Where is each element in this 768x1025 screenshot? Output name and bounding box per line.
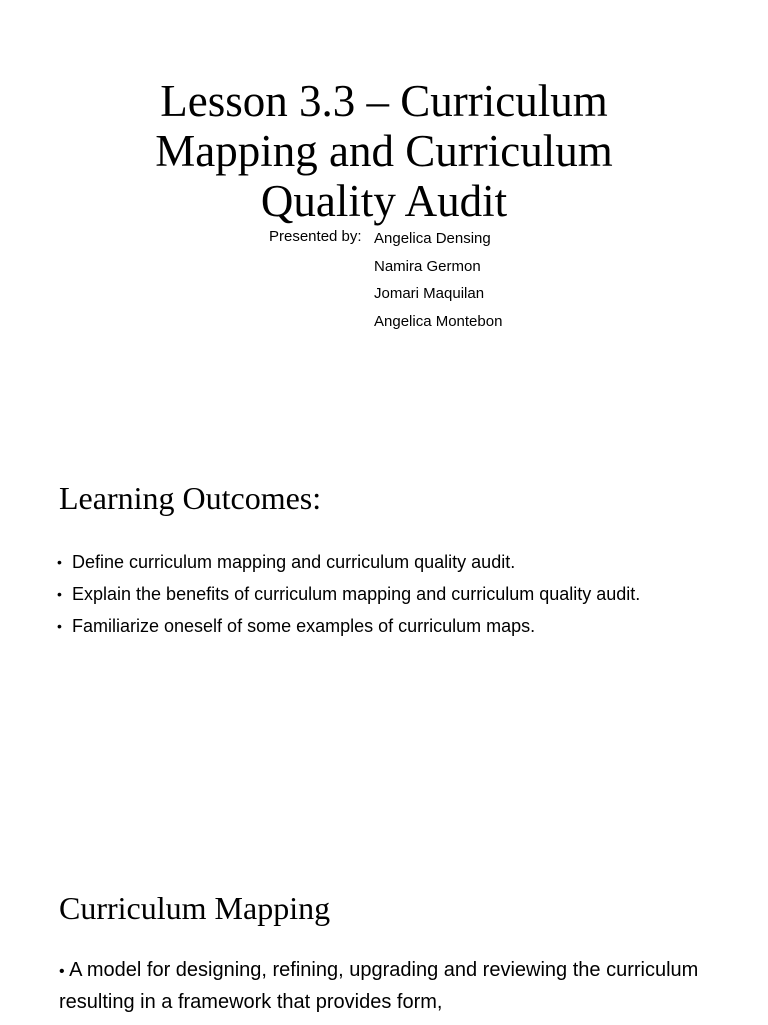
- definition-list: [59, 955, 729, 1025]
- slide-heading: Curriculum Mapping: [59, 890, 331, 926]
- outcome-text: Explain the benefits of curriculum mapping and curriculum quality audit.: [72, 584, 641, 604]
- bullet-icon: •: [59, 963, 65, 980]
- presenter-list: [374, 228, 502, 338]
- outcomes-list: [57, 550, 717, 646]
- presenter-name: Angelica Densing: [374, 230, 491, 247]
- presenter-name: Namira Germon: [374, 257, 481, 275]
- lesson-title: [0, 76, 768, 226]
- slide-heading: Learning Outcomes:: [59, 480, 322, 516]
- title-line: Mapping and Curriculum: [155, 126, 613, 176]
- presenter-name: Jomari Maquilan: [374, 285, 485, 302]
- list-item: [59, 955, 729, 1018]
- outcome-text: Familiarize oneself of some examples of curriculum maps.: [72, 616, 536, 636]
- bullet-icon: •: [57, 618, 62, 634]
- slide-title: [0, 0, 768, 420]
- presenter-name: Angelica Montebon: [374, 312, 503, 330]
- slide-curriculum-mapping: [0, 860, 768, 1024]
- list-item: [57, 550, 717, 575]
- outcome-text: Define curriculum mapping and curriculum quality audit.: [72, 552, 516, 572]
- slide-learning-outcomes: [0, 445, 768, 865]
- title-line: Lesson 3.3 – Curriculum: [160, 76, 608, 126]
- bullet-icon: •: [57, 554, 62, 570]
- presented-by-label: Presented by:: [269, 228, 362, 245]
- title-line: Quality Audit: [260, 176, 508, 226]
- list-item: [57, 614, 717, 639]
- definition-text: A model for designing, refining, upgrading and reviewing the curriculum resulting in a framework that provides form,: [59, 959, 699, 1013]
- list-item: [57, 582, 717, 607]
- bullet-icon: •: [57, 586, 62, 602]
